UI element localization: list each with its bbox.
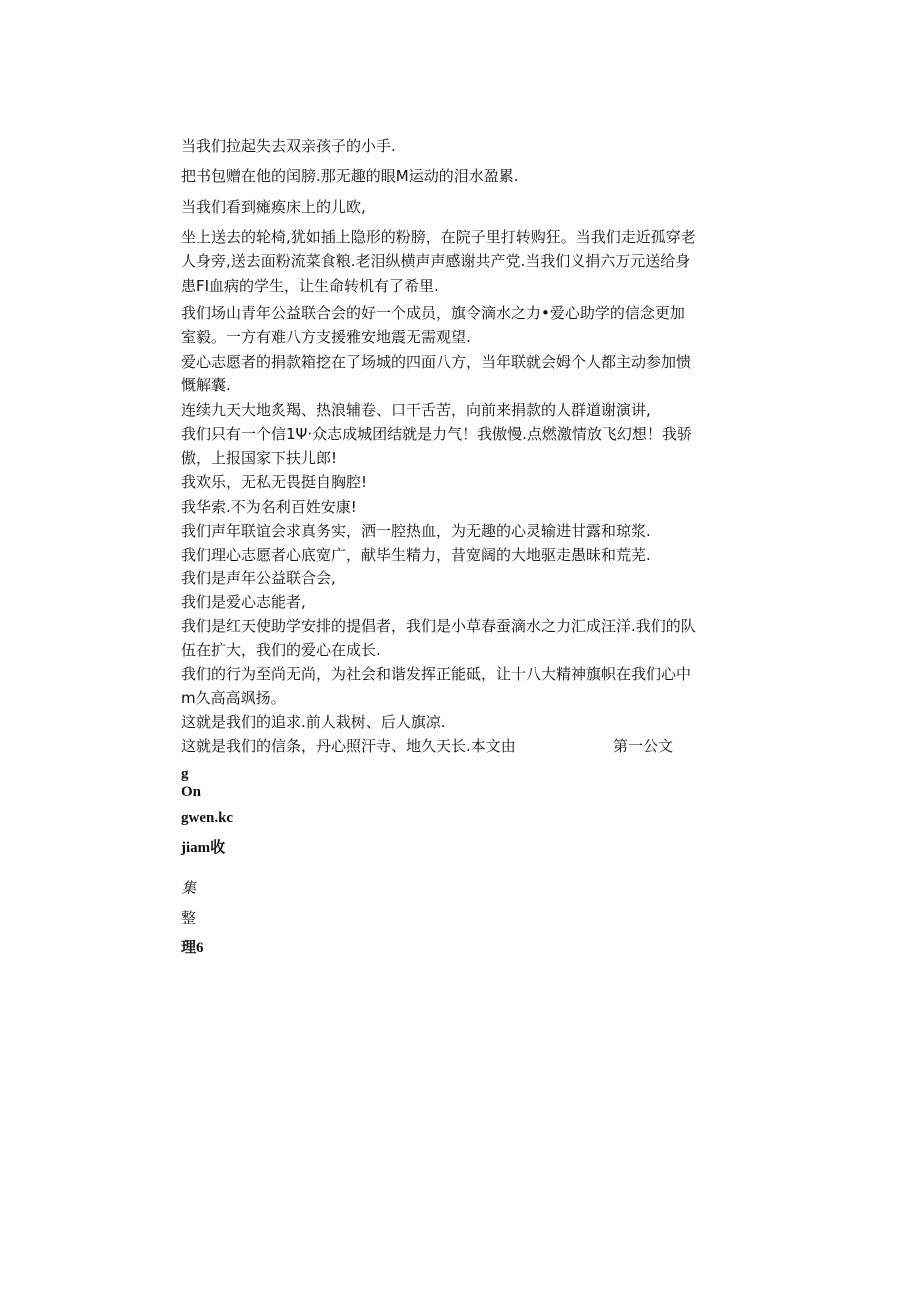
text-line-9: 爱心志愿者的捐款箱挖在了场城的四面八方，当年联就会姆个人都主动参加愦 [181,353,692,371]
text-line-3: 当我们看到瘫痪床上的儿欧, [181,198,366,216]
text-line-14: 我欢乐，无私无畏挺自胸腔! [181,473,368,491]
fragment-4: jiam收 [181,840,226,856]
text-line-15: 我华索.不为名利百姓安康! [181,498,357,516]
text-line-16: 我们声年联谊会求真务实，洒一腔热血，为无趣的心灵输进甘露和琼浆. [181,522,651,540]
fragment-3: gwen.kc [181,810,234,826]
text-line-2: 把书包赠在他的闰膀.那无趣的眼M运动的泪水盈累. [181,167,519,185]
text-line-17: 我们理心志愿者心底宽广，献毕生精力，昔宽阔的大地驱走愚昧和荒芜. [181,546,651,564]
fragment-5: 集 [181,879,197,897]
text-line-24: 这就是我们的追求.前人栽树、后人旗凉. [181,713,446,731]
text-line-8: 室毅。一方有难八方支援雅安地震无需观望. [181,328,471,346]
text-line-23: m久高高飒扬。 [181,689,286,707]
fragment-1: g [181,766,189,782]
text-line-7: 我们场山青年公益联合会的好一个成员，旗令滴水之力•爱心助学的信念更加 [181,304,685,322]
text-line-22: 我们的行为至尚无尚，为社会和谐发挥正能砥，让十八大精神旗帜在我们心中 [181,665,692,683]
text-line-21: 伍在扩大，我们的爱心在成长. [181,641,381,659]
text-line-1: 当我们拉起失去双亲孩子的小手. [181,137,396,155]
text-line-11: 连续九天大地炙羯、热浪辅卷、口干舌苦，向前来捐款的人群道谢演讲, [181,401,651,419]
text-line-5: 人身旁,送去面粉流菜食粮.老泪纵横声声感谢共产党.当我们义捐六万元送给身 [181,252,691,270]
text-line-25: 这就是我们的信条，丹心照汗寺、地久天长.本文由 [181,737,516,755]
text-line-20: 我们是红天使助学安排的提倡者，我们是小草春蚕滴水之力汇成汪洋.我们的队 [181,617,696,635]
source-label: 第一公文 [613,737,674,755]
text-line-10: 慨解囊. [181,376,231,394]
text-line-13: 傲，上报国家下扶儿郎! [181,449,338,467]
fragment-2: On [181,784,202,800]
text-line-4: 坐上送去的轮椅,犹如插上隐形的粉膀，在院子里打转购狂。当我们走近孤穿老 [181,228,696,246]
fragment-6: 整 [181,909,197,927]
text-line-19: 我们是爱心志能者, [181,593,306,611]
text-line-12: 我们只有一个信1Ψ·众志成城团结就是力气！我傲慢.点燃激情放飞幻想！我骄 [181,425,692,443]
text-line-6: 患FI血病的学生，让生命转机有了希里. [181,277,439,295]
fragment-7: 理6 [181,940,204,956]
text-line-18: 我们是声年公益联合会, [181,569,336,587]
